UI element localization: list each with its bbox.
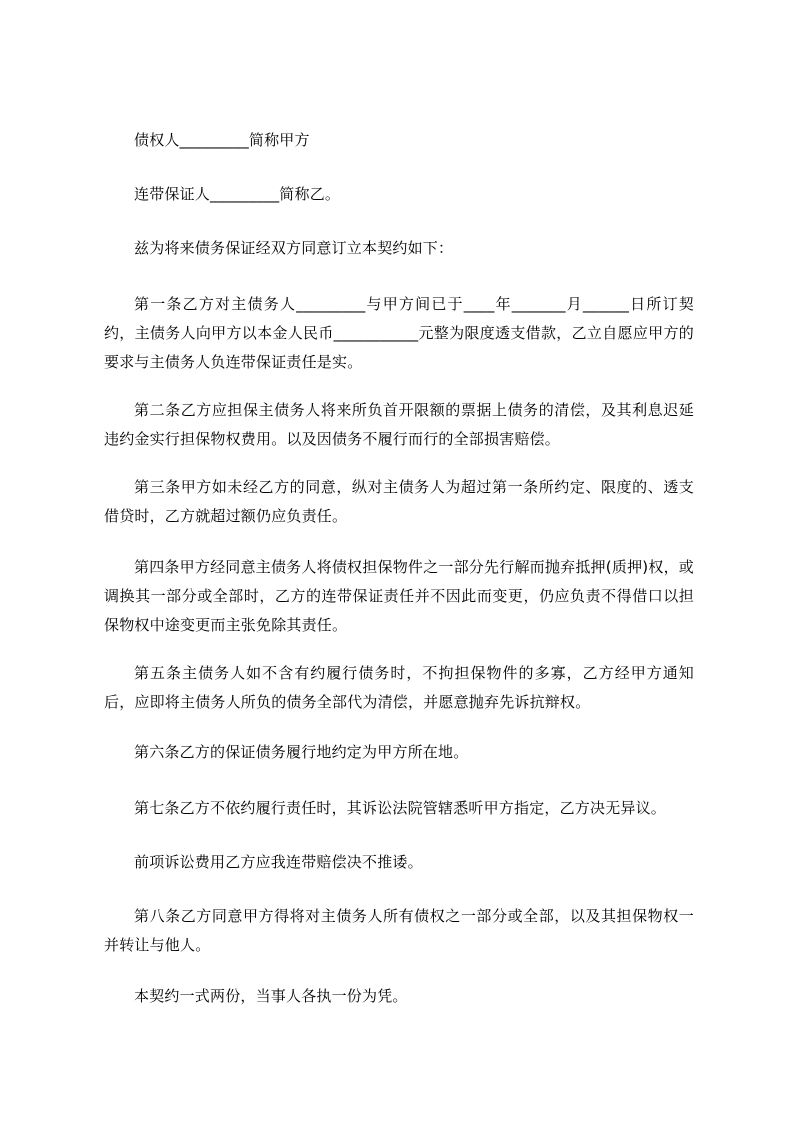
article-7-note: 前项诉讼费用乙方应我连带赔偿决不推诿。: [134, 853, 423, 871]
article-8: 第八条乙方同意甲方得将对主债务人所有债权之一部分或全部，以及其担保物权一并转让与他人。: [104, 907, 694, 954]
article-3: 第三条甲方如未经乙方的同意，纵对主债务人为超过第一条所约定、限度的、透支借贷时，乙方就超过额仍应负责任。: [104, 478, 694, 525]
article-5: 第五条主债务人如不含有约履行债务时，不拘担保物件的多寡，乙方经甲方通知后，应即将主债务人所负的债务全部代为清偿，并愿意抛弃先诉抗辩权。: [104, 664, 694, 711]
article-4: 第四条甲方经同意主债务人将债权担保物件之一部分先行解而抛弃抵押(质押)权，或调换其一部分或全部时，乙方的连带保证责任并不因此而变更，仍应负责不得借口以担保物权中途变更而主张免除其责任。: [104, 558, 694, 634]
article-6: 第六条乙方的保证债务履行地约定为甲方所在地。: [134, 743, 469, 761]
article-7: 第七条乙方不依约履行责任时，其诉讼法院管辖悉听甲方指定，乙方决无异议。: [134, 799, 667, 817]
article-2: 第二条乙方应担保主债务人将来所负首开限额的票据上债务的清偿，及其利息迟延违约金实行担保物权费用。以及因债务不履行而行的全部损害赔偿。: [104, 401, 694, 448]
closing-clause: 本契约一式两份，当事人各执一份为凭。: [134, 987, 408, 1005]
article-1: 第一条乙方对主债务人_________与甲方间已于____年_______月______日所订契约，主债务人向甲方以本金人民币___________元整为限度透支借款，乙立自愿应甲方的要求与主债务人负连带保证责任是实。: [104, 295, 694, 371]
preamble: 兹为将来债务保证经双方同意订立本契约如下：: [134, 239, 454, 257]
creditor-line: 债权人_________简称甲方: [134, 131, 310, 149]
guarantor-line: 连带保证人_________简称乙。: [134, 185, 341, 203]
